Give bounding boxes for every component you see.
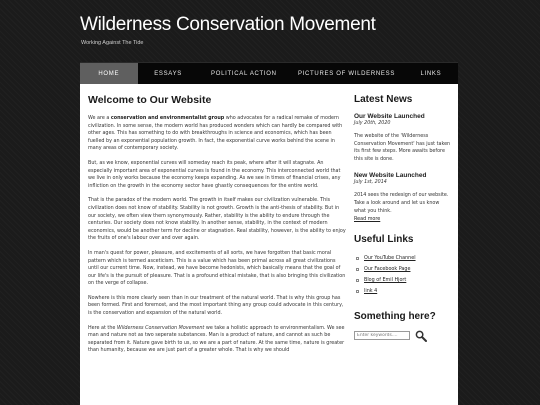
useful-links-heading: Useful Links	[354, 233, 414, 245]
news-item	[354, 172, 452, 223]
site-tagline: Working Against The Tide	[81, 40, 144, 46]
bullet-icon	[356, 290, 359, 293]
bullet-icon	[356, 257, 359, 260]
link-blog[interactable]: Blog of Emil Hjort	[364, 277, 407, 284]
bullet-icon	[356, 268, 359, 271]
news-item-body: 2014 sees the redesign of our website. Take a look around and let us know what you think.	[354, 192, 449, 214]
news-item-title[interactable]: Our Website Launched	[354, 113, 425, 120]
movement-name-italic: Wilderness Conservation Movement	[116, 324, 205, 331]
paragraph-holistic: Here at the Wilderness Conservation Movement we take a holistic approach to environmentalism. We see man and nature not as two seperate substances. Man is a product of nature, and cannot as such be separated from it. Nature gave birth to us, so we are a part of nature. At the same time, nature is greater than humanity, because we are just part of a greater whole. That is why we should	[88, 324, 345, 354]
site-title: Wilderness Conservation Movement	[80, 14, 376, 35]
news-item-date: July 20th, 2020	[354, 121, 391, 126]
group-type-bold: conservation and environmentalist group	[110, 115, 225, 121]
nav-item-essays[interactable]: ESSAYS	[154, 71, 182, 77]
main-content	[88, 84, 346, 362]
search-icon[interactable]	[415, 330, 427, 342]
link-4[interactable]: link 4	[364, 288, 378, 295]
news-item-title[interactable]: New Website Launched	[354, 172, 427, 180]
main-nav	[80, 62, 458, 86]
paragraph-paradox: That is the paradox of the modern world. The growth in itself makes our civilization vulnerable. This civilization does not know of stability. Stability is not growth. Growth is the anti-thesis of stability. But in our society, we often view them synonymously. Rather, stability is the ability to endure through the centuries. Our society does not know stability. In another sense, stability, in the context of modern economics, would be another term for decline or stagnation. Real stability, however, is the ability to enjoy the fruits of one's labour over and over again.	[88, 197, 346, 242]
link-facebook-page[interactable]: Our Facebook Page	[364, 266, 411, 273]
nav-item-links[interactable]: LINKS	[420, 71, 442, 77]
nav-item-home[interactable]: HOME	[80, 63, 138, 85]
useful-links-list	[354, 253, 452, 297]
nav-item-pictures-of-wilderness[interactable]: PICTURES OF WILDERNESS	[297, 71, 396, 77]
bullet-icon	[356, 279, 359, 282]
page-content	[80, 84, 458, 405]
page-title: Welcome to Our Website	[88, 94, 212, 106]
list-item	[354, 264, 452, 275]
search-form	[354, 330, 452, 342]
list-item	[354, 286, 452, 297]
news-item-date: July 1st, 2014	[354, 180, 387, 186]
list-item	[354, 275, 452, 286]
nav-item-political-action[interactable]: POLITICAL ACTION	[211, 71, 277, 77]
sidebar	[354, 84, 452, 342]
intro-paragraph: We are a conservation and environmentalist group who advocates for a radical remake of modern civilization. In some sense, the modern world has produced wonders which can hardly be compared with other ages. This has something to do with breakthroughs in science and economics, which has been fuelled by an exponential population growth. In fact, the exponential curve works behind the scene in many areas of contemporary society.	[88, 115, 343, 152]
paragraph-asceticism: In man's quest for power, pleasure, and excitements of all sorts, we have forgotten that basic moral pattern which is termed asceticism. This is a value which has been primal across all great civilizations until our current time. Now, instead, we have become hedonists, which basically means that the goal of our life's is the pursuit of pleasure. That is a profound ethical mistake, that is also bringing this civilization on the verge of collapse.	[88, 249, 346, 287]
link-youtube-channel[interactable]: Our YouTube Channel	[364, 255, 416, 262]
search-heading: Something here?	[354, 310, 436, 322]
list-item	[354, 253, 452, 264]
paragraph-natural-world: Nowhere is this more clearly seen than in our treatment of the natural world. That is why this group has been formed. First and foremost, and the most important thing any group could advocate in this century, is the conservation and expansion of the natural world.	[88, 294, 344, 317]
news-item	[354, 113, 452, 163]
search-input[interactable]	[354, 331, 410, 340]
paragraph-exponential: But, as we know, exponential curves will someday reach its peak, where after it will stagnate. An especially important area of exponential curves is found in the economy. This interconnected world that we live in only works because the economy keeps expanding. As we see in times of financial crises, any infliction on the growth in the economy sector have ghastly consequences for the entire world.	[88, 159, 341, 189]
latest-news-heading: Latest News	[354, 94, 413, 105]
read-more-link[interactable]: Read more	[354, 216, 381, 223]
news-item-body: The website of the 'Wilderness Conservation Movement' has just taken its first few steps. More awaits before this site is done.	[354, 133, 451, 162]
